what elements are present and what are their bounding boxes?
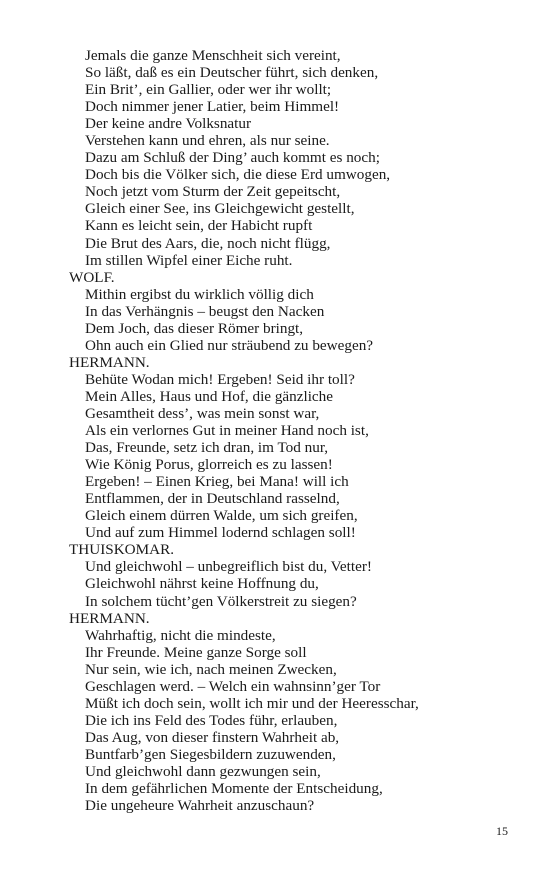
verse-line: Ergeben! – Einen Krieg, bei Mana! will ich — [85, 473, 349, 491]
verse-line: Das Aug, von dieser finstern Wahrheit ab, — [85, 728, 340, 746]
verse-line: So läßt, daß es ein Deutscher führt, sich denken, — [85, 64, 379, 82]
verse-line: Geschlagen werd. – Welch ein wahnsinn’ger Tor — [85, 677, 381, 695]
verse-line: Wie König Porus, glorreich es zu lassen! — [85, 456, 333, 474]
verse-line: In solchem tücht’gen Völkerstreit zu siegen? — [85, 592, 357, 610]
verse-line: Müßt ich doch sein, wollt ich mir und der Heeresschar, — [85, 694, 419, 712]
verse-line: Jemals die ganze Menschheit sich vereint, — [85, 47, 341, 64]
verse-line: Gesamtheit dess’, was mein sonst war, — [85, 404, 320, 422]
verse-line: Entflammen, der in Deutschland rasselnd, — [85, 490, 340, 508]
verse-line: In dem gefährlichen Momente der Entscheidung, — [85, 780, 383, 798]
verse-line: Buntfarb’gen Siegesbildern zuzuwenden, — [85, 745, 336, 763]
verse-line: Das, Freunde, setz ich dran, im Tod nur, — [85, 439, 329, 457]
verse-line: Verstehen kann und ehren, als nur seine. — [85, 132, 330, 150]
verse-line: Ohn auch ein Glied nur sträubend zu bewegen? — [85, 336, 374, 354]
verse-line: Ein Brit’, ein Gallier, oder wer ihr wollt; — [85, 81, 332, 99]
page-text — [69, 47, 509, 814]
verse-line: Der keine andre Volksnatur — [85, 115, 252, 133]
verse-line: Wahrhaftig, nicht die mindeste, — [85, 626, 276, 644]
verse-line: Dem Joch, das dieser Römer bringt, — [85, 319, 304, 337]
verse-line: Im stillen Wipfel einer Eiche ruht. — [85, 251, 293, 269]
verse-line: Und gleichwohl dann gezwungen sein, — [85, 762, 321, 780]
verse-line: Mein Alles, Haus und Hof, die gänzliche — [85, 387, 334, 405]
verse-line: Noch jetzt vom Sturm der Zeit gepeitscht, — [85, 183, 341, 201]
verse-line: Gleichwohl nährst keine Hoffnung du, — [85, 575, 319, 593]
verse-line: Die Brut des Aars, die, noch nicht flügg, — [85, 234, 331, 252]
verse-line: Die ungeheure Wahrheit anzuschaun? — [85, 797, 315, 815]
verse-line: Gleich einer See, ins Gleichgewicht gestellt, — [85, 200, 355, 218]
verse-line: Doch nimmer jener Latier, beim Himmel! — [85, 98, 340, 116]
verse-line: Gleich einem dürren Walde, um sich greifen, — [85, 507, 358, 525]
verse-line: Und auf zum Himmel lodernd schlagen soll! — [85, 524, 356, 542]
verse-line: Dazu am Schluß der Ding’ auch kommt es noch; — [85, 149, 380, 167]
speaker-name: HERMANN. — [69, 609, 150, 627]
page-number: 15 — [496, 824, 508, 838]
speaker-name: HERMANN. — [69, 353, 150, 371]
verse-line: Mithin ergibst du wirklich völlig dich — [85, 285, 314, 303]
verse-line: Ihr Freunde. Meine ganze Sorge soll — [85, 643, 307, 661]
verse-line: Als ein verlornes Gut in meiner Hand noch ist, — [85, 422, 369, 440]
speaker-name: THUISKOMAR. — [69, 541, 175, 559]
verse-line: Nur sein, wie ich, nach meinen Zwecken, — [85, 660, 337, 678]
verse-line: Doch bis die Völker sich, die diese Erd umwogen, — [85, 166, 391, 184]
verse-line: In das Verhängnis – beugst den Nacken — [85, 302, 325, 320]
verse-line: Behüte Wodan mich! Ergeben! Seid ihr toll? — [85, 370, 355, 388]
verse-line: Und gleichwohl – unbegreiflich bist du, Vetter! — [85, 558, 372, 576]
speaker-name: WOLF. — [69, 268, 115, 286]
verse-line: Die ich ins Feld des Todes führ, erlauben, — [85, 711, 338, 729]
verse-line: Kann es leicht sein, der Habicht rupft — [85, 217, 313, 235]
